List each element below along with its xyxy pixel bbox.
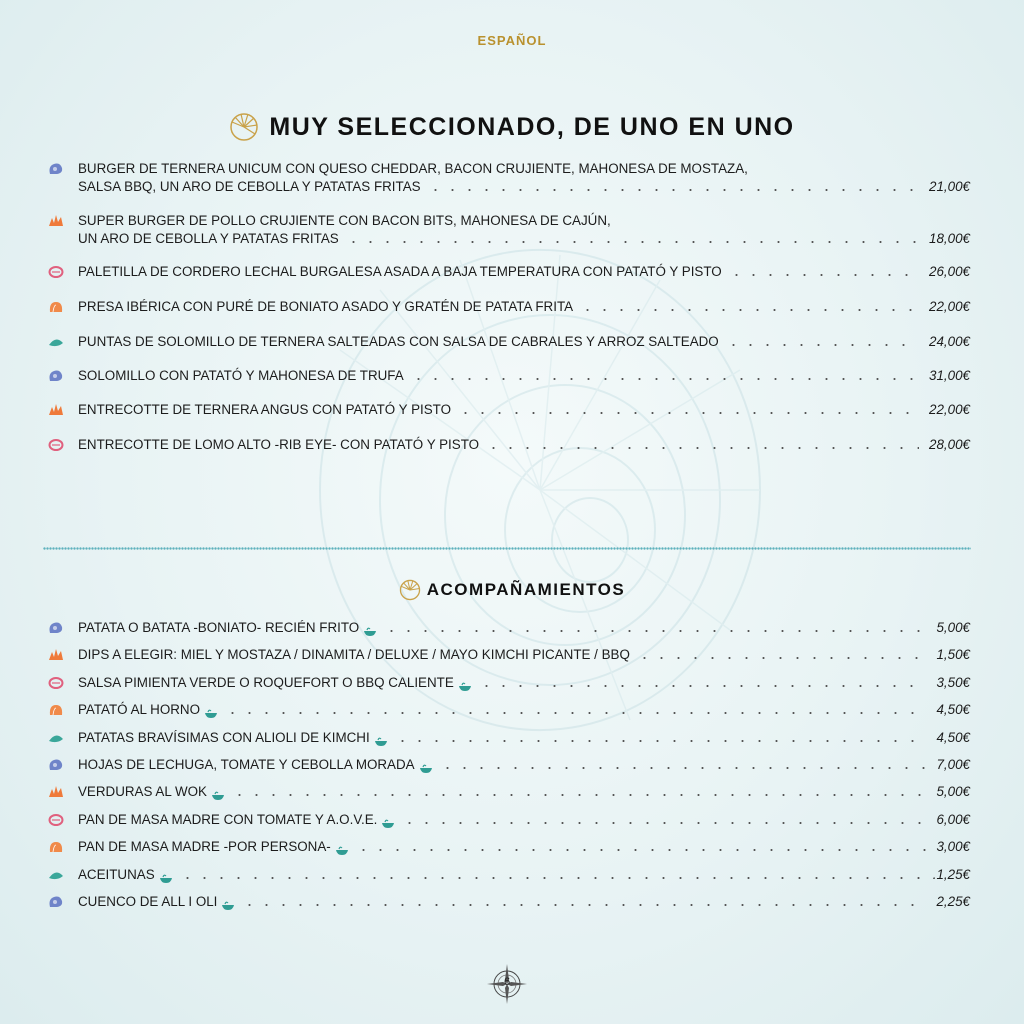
pink-shell-icon	[48, 438, 64, 452]
orange-shell-icon	[48, 785, 64, 799]
dot-leader	[636, 656, 927, 660]
side-item-text: HOJAS DE LECHUGA, TOMATE Y CEBOLLA MORADA	[78, 757, 415, 772]
menu-item-text: SOLOMILLO CON PATATÓ Y MAHONESA DE TRUFA	[78, 368, 404, 383]
dot-leader	[383, 629, 926, 633]
language-label: ESPAÑOL	[477, 33, 547, 48]
side-item-line	[78, 729, 970, 747]
teal-shell-icon	[48, 335, 64, 349]
side-dish-bowl-icon	[381, 819, 395, 829]
side-item-price: 6,00€	[936, 811, 970, 827]
side-item-text: CUENCO DE ALL I OLI	[78, 894, 218, 909]
blue-shell-icon	[48, 758, 64, 772]
menu-item-name	[78, 160, 970, 196]
menu-item-price: 21,00€	[929, 179, 970, 194]
teal-shell-icon	[48, 731, 64, 745]
blue-shell-icon	[48, 621, 64, 635]
side-item-name	[78, 756, 970, 774]
side-item-line	[78, 783, 970, 801]
menu-item-name	[78, 333, 970, 351]
side-item-line	[78, 646, 970, 664]
main-section-title	[0, 112, 1024, 142]
dot-leader	[394, 739, 927, 743]
menu-item-text: SALSA BBQ, UN ARO DE CEBOLLA Y PATATAS FRITAS	[78, 179, 421, 194]
blue-shell-icon	[48, 369, 64, 383]
side-dish-bowl-icon	[374, 737, 388, 747]
blue-shell-icon	[48, 895, 64, 909]
side-dish-bowl-icon	[363, 627, 377, 637]
dot-leader	[439, 766, 927, 770]
main-section-title-text: MUY SELECCIONADO, DE UNO EN UNO	[269, 112, 795, 141]
menu-item-text: PRESA IBÉRICA CON PURÉ DE BONIATO ASADO Y GRATÉN DE PATATA FRITA	[78, 299, 574, 314]
menu-item-line	[78, 298, 970, 316]
side-item-text: VERDURAS AL WOK	[78, 784, 207, 800]
menu-item-line	[78, 263, 970, 281]
menu-item-line	[78, 160, 970, 178]
menu-item-text: PALETILLA DE CORDERO LECHAL BURGALESA ASADA A BAJA TEMPERATURA CON PATATÓ Y PISTO	[78, 264, 722, 279]
side-item-text: PATATÓ AL HORNO	[78, 702, 201, 718]
side-item-text: ACEITUNAS	[78, 866, 155, 882]
side-item-text: PAN DE MASA MADRE -POR PERSONA-	[78, 839, 331, 855]
side-item-name	[78, 893, 970, 911]
menu-item-price: 22,00€	[929, 299, 970, 314]
menu-item-name	[78, 298, 970, 316]
side-item-name	[78, 701, 970, 719]
menu-item-price: 18,00€	[929, 231, 970, 246]
side-item-text: PATATA O BATATA -BONIATO- RECIÉN FRITO	[78, 620, 360, 635]
dot-leader	[728, 273, 919, 277]
side-item-price: .1,25€	[932, 866, 970, 882]
dot-leader	[410, 377, 919, 381]
sides-section-title	[0, 579, 1024, 601]
teal-shell-icon	[48, 868, 64, 882]
side-dish-bowl-icon	[458, 682, 472, 692]
menu-item-line	[78, 367, 970, 385]
dot-leader	[345, 240, 919, 244]
side-item-text: DIPS A ELEGIR: MIEL Y MOSTAZA / DINAMITA / DELUXE / MAYO KIMCHI PICANTE / BBQ	[78, 647, 630, 663]
side-item-price: 7,00€	[936, 757, 970, 772]
menu-item-price: 22,00€	[929, 402, 970, 417]
side-dish-bowl-icon	[419, 764, 433, 774]
side-item-line	[78, 866, 970, 884]
menu-item-price: 28,00€	[929, 437, 970, 452]
side-item-price: 5,00€	[936, 620, 970, 635]
coral-shell-icon	[48, 300, 64, 314]
menu-item-text: BURGER DE TERNERA UNICUM CON QUESO CHEDDAR, BACON CRUJIENTE, MAHONESA DE MOSTAZA,	[78, 161, 748, 176]
menu-item-text: UN ARO DE CEBOLLA Y PATATAS FRITAS	[78, 231, 339, 246]
side-item-line	[78, 674, 970, 692]
pink-shell-icon	[48, 265, 64, 279]
side-item-price: 2,25€	[936, 894, 970, 909]
sides-section-title-text: ACOMPAÑAMIENTOS	[426, 580, 626, 599]
menu-item-line	[78, 212, 970, 230]
menu-item-line	[78, 436, 970, 454]
menu-item-name	[78, 367, 970, 385]
side-item-text: PAN DE MASA MADRE CON TOMATE Y A.O.V.E.	[78, 811, 378, 827]
menu-item-text: SUPER BURGER DE POLLO CRUJIENTE CON BACON BITS, MAHONESA DE CAJÚN,	[78, 213, 611, 228]
dot-leader	[241, 903, 926, 907]
side-item-line	[78, 838, 970, 856]
menu-item-name	[78, 263, 970, 281]
side-item-price: 3,50€	[936, 674, 970, 690]
menu-item-line	[78, 333, 970, 351]
side-item-line	[78, 619, 970, 637]
side-item-price: 4,50€	[936, 702, 970, 718]
dot-leader	[224, 711, 926, 715]
menu-item-line	[78, 230, 970, 248]
side-item-name	[78, 729, 970, 747]
dot-leader	[427, 188, 919, 192]
menu-item-text: PUNTAS DE SOLOMILLO DE TERNERA SALTEADAS CON SALSA DE CABRALES Y ARROZ SALTEADO	[78, 334, 719, 349]
side-dish-bowl-icon	[159, 874, 173, 884]
dot-leader	[355, 848, 927, 852]
orange-shell-icon	[48, 403, 64, 417]
menu-item-name	[78, 401, 970, 419]
side-item-name	[78, 783, 970, 801]
menu-item-name	[78, 436, 970, 454]
page-number: 6	[503, 976, 511, 988]
side-item-text: SALSA PIMIENTA VERDE O ROQUEFORT O BBQ CALIENTE	[78, 674, 454, 690]
side-item-name	[78, 646, 970, 664]
coral-shell-icon	[48, 840, 64, 854]
dot-leader	[231, 793, 927, 797]
side-dish-bowl-icon	[221, 901, 235, 911]
nautilus-emblem-icon	[399, 579, 421, 601]
section-divider	[43, 547, 971, 550]
side-item-price: 1,50€	[936, 647, 970, 663]
side-dish-bowl-icon	[335, 846, 349, 856]
side-dish-bowl-icon	[204, 709, 218, 719]
blue-shell-icon	[48, 162, 64, 176]
side-item-price: 5,00€	[936, 784, 970, 800]
side-item-text: PATATAS BRAVÍSIMAS CON ALIOLI DE KIMCHI	[78, 729, 370, 745]
dot-leader	[457, 411, 919, 415]
side-dish-bowl-icon	[211, 791, 225, 801]
side-item-line	[78, 893, 970, 911]
nautilus-emblem-icon	[229, 112, 259, 142]
side-item-price: 4,50€	[936, 729, 970, 745]
menu-item-price: 24,00€	[929, 334, 970, 349]
dot-leader	[401, 821, 926, 825]
side-item-name	[78, 838, 970, 856]
pink-shell-icon	[48, 676, 64, 690]
page-number-compass	[485, 962, 529, 1006]
dot-leader	[478, 684, 927, 688]
menu-item-price: 31,00€	[929, 368, 970, 383]
side-item-line	[78, 756, 970, 774]
dot-leader	[579, 308, 919, 312]
menu-item-price: 26,00€	[929, 264, 970, 279]
orange-shell-icon	[48, 214, 64, 228]
side-item-line	[78, 701, 970, 719]
side-item-line	[78, 811, 970, 829]
orange-shell-icon	[48, 648, 64, 662]
menu-item-text: ENTRECOTTE DE TERNERA ANGUS CON PATATÓ Y PISTO	[78, 402, 452, 417]
menu-item-line	[78, 401, 970, 419]
dot-leader	[179, 876, 923, 880]
coral-shell-icon	[48, 703, 64, 717]
side-item-name	[78, 811, 970, 829]
side-item-price: 3,00€	[936, 839, 970, 855]
menu-item-name	[78, 212, 970, 248]
menu-item-text: ENTRECOTTE DE LOMO ALTO -RIB EYE- CON PATATÓ Y PISTO	[78, 437, 480, 452]
side-item-name	[78, 619, 970, 637]
pink-shell-icon	[48, 813, 64, 827]
side-item-name	[78, 866, 970, 884]
side-item-name	[78, 674, 970, 692]
menu-item-line	[78, 178, 970, 196]
dot-leader	[485, 446, 919, 450]
dot-leader	[725, 343, 919, 347]
